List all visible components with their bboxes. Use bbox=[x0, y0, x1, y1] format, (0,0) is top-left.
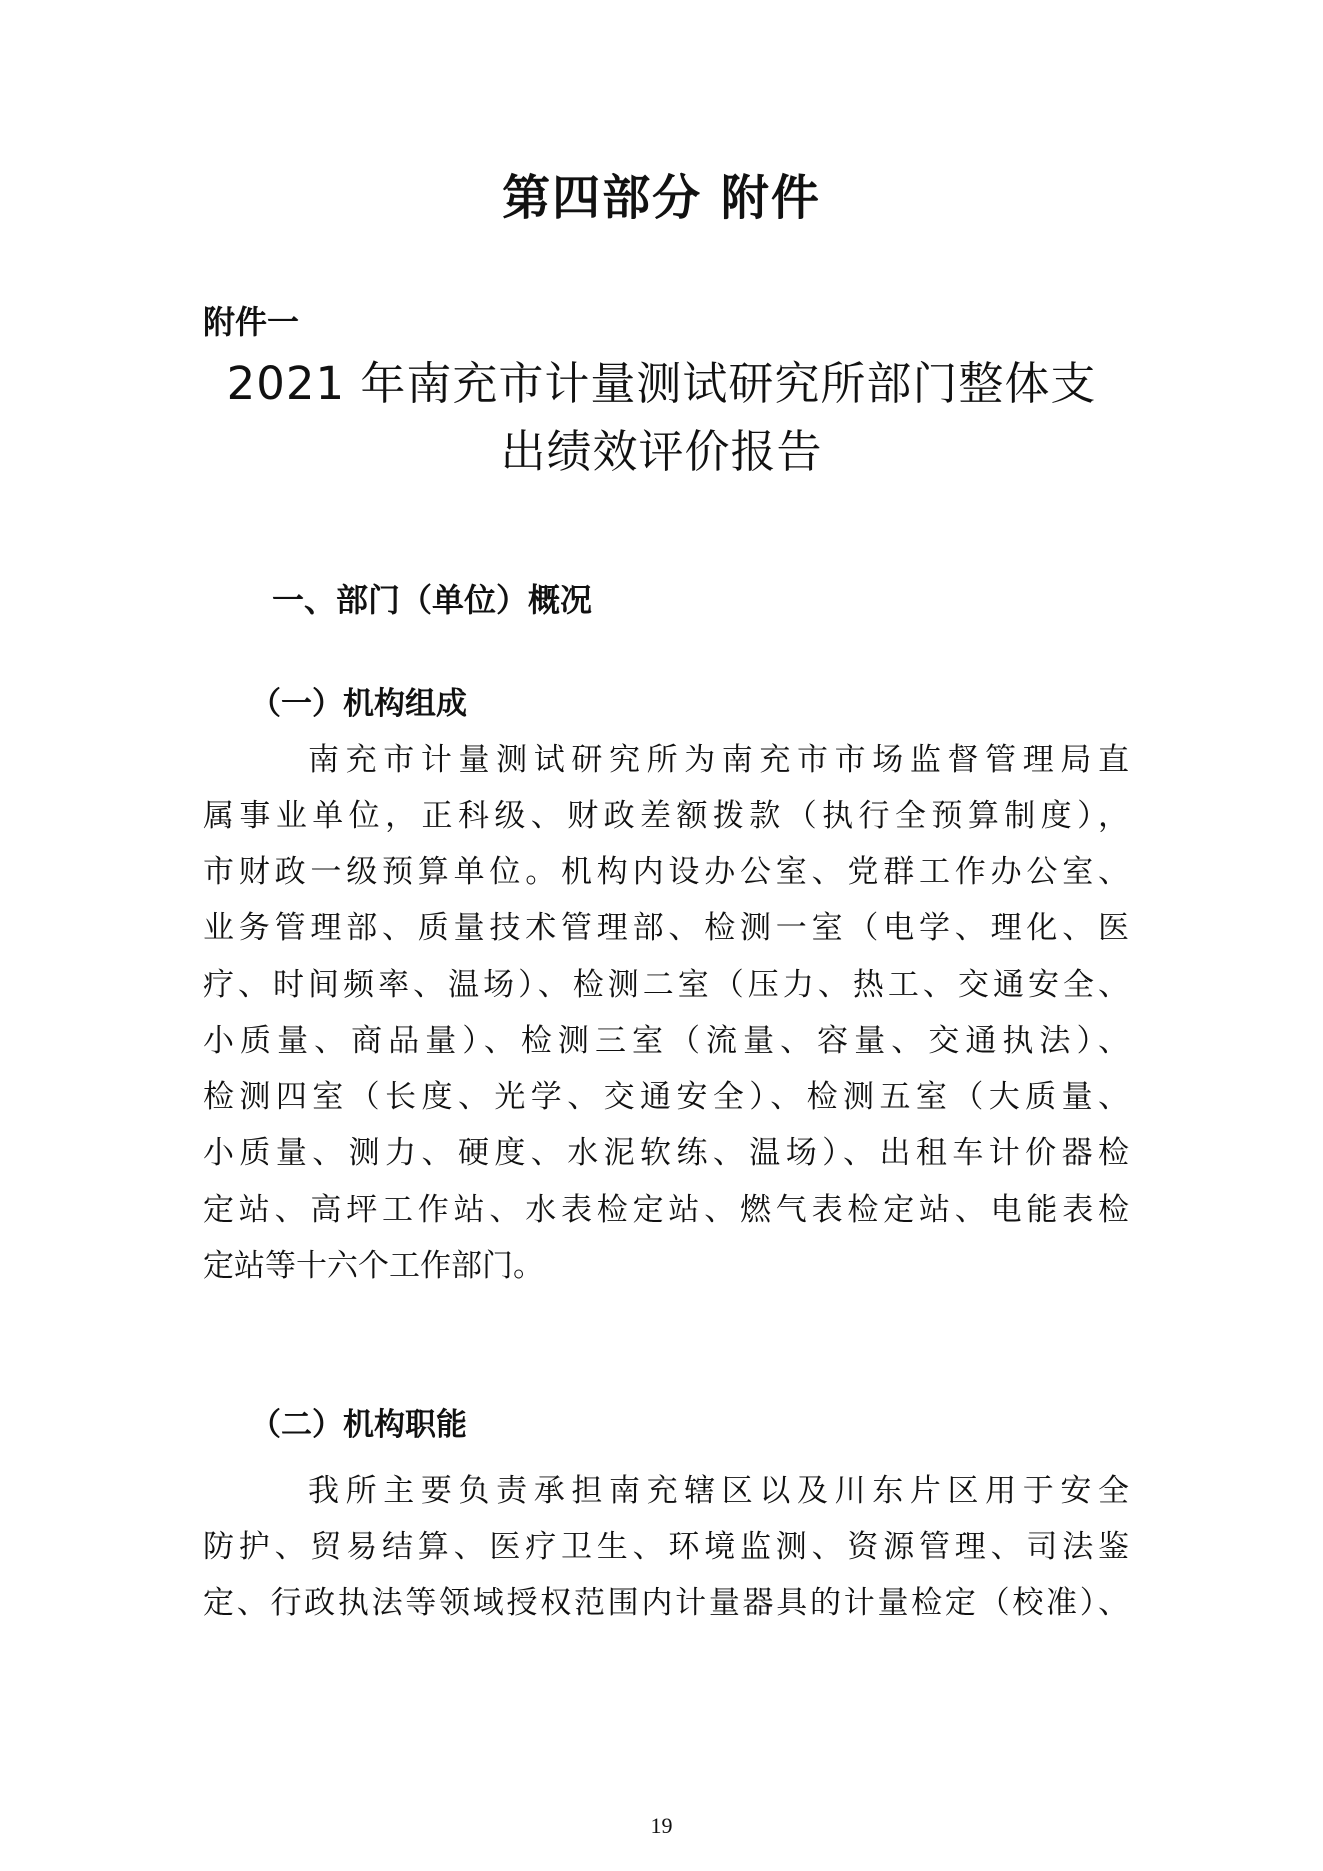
paragraph-line: 南充市计量测试研究所为南充市市场监督管理局直 bbox=[308, 742, 1129, 778]
part-title: 第四部分 附件 bbox=[502, 170, 821, 226]
paragraph-line: 市财政一级预算单位。机构内设办公室、党群工作办公室、 bbox=[203, 854, 1129, 890]
paragraph-line: 检测四室（长度、光学、交通安全）、检测五室（大质量、 bbox=[203, 1079, 1129, 1115]
paragraph-line: 定站、高坪工作站、水表检定站、燃气表检定站、电能表检 bbox=[203, 1192, 1129, 1228]
subsection-heading-organization: （一）机构组成 bbox=[250, 686, 467, 722]
paragraph-line: 属事业单位，正科级、财政差额拨款（执行全预算制度）， bbox=[203, 798, 1129, 834]
attachment-label: 附件一 bbox=[203, 303, 300, 341]
report-title-line-1: 2021 年南充市计量测试研究所部门整体支 bbox=[226, 357, 1097, 410]
page-number: 19 bbox=[650, 1813, 673, 1838]
paragraph-line: 小质量、商品量）、检测三室（流量、容量、交通执法）、 bbox=[203, 1023, 1129, 1059]
subsection-heading-functions: （二）机构职能 bbox=[250, 1407, 467, 1443]
report-title-line-2: 出绩效评价报告 bbox=[500, 425, 823, 478]
paragraph-line: 防护、贸易结算、医疗卫生、环境监测、资源管理、司法鉴 bbox=[203, 1529, 1129, 1565]
paragraph-line: 业务管理部、质量技术管理部、检测一室（电学、理化、医 bbox=[203, 910, 1129, 946]
paragraph-line: 疗、时间频率、温场）、检测二室（压力、热工、交通安全、 bbox=[203, 967, 1129, 1003]
paragraph-line: 定站等十六个工作部门。 bbox=[203, 1248, 544, 1284]
paragraph-line: 小质量、测力、硬度、水泥软练、温场）、出租车计价器检 bbox=[203, 1135, 1129, 1171]
paragraph-line: 我所主要负责承担南充辖区以及川东片区用于安全 bbox=[308, 1473, 1129, 1509]
section-heading-overview: 一、部门（单位）概况 bbox=[272, 581, 593, 619]
paragraph-line: 定、行政执法等领域授权范围内计量器具的计量检定（校准）、 bbox=[203, 1585, 1129, 1621]
